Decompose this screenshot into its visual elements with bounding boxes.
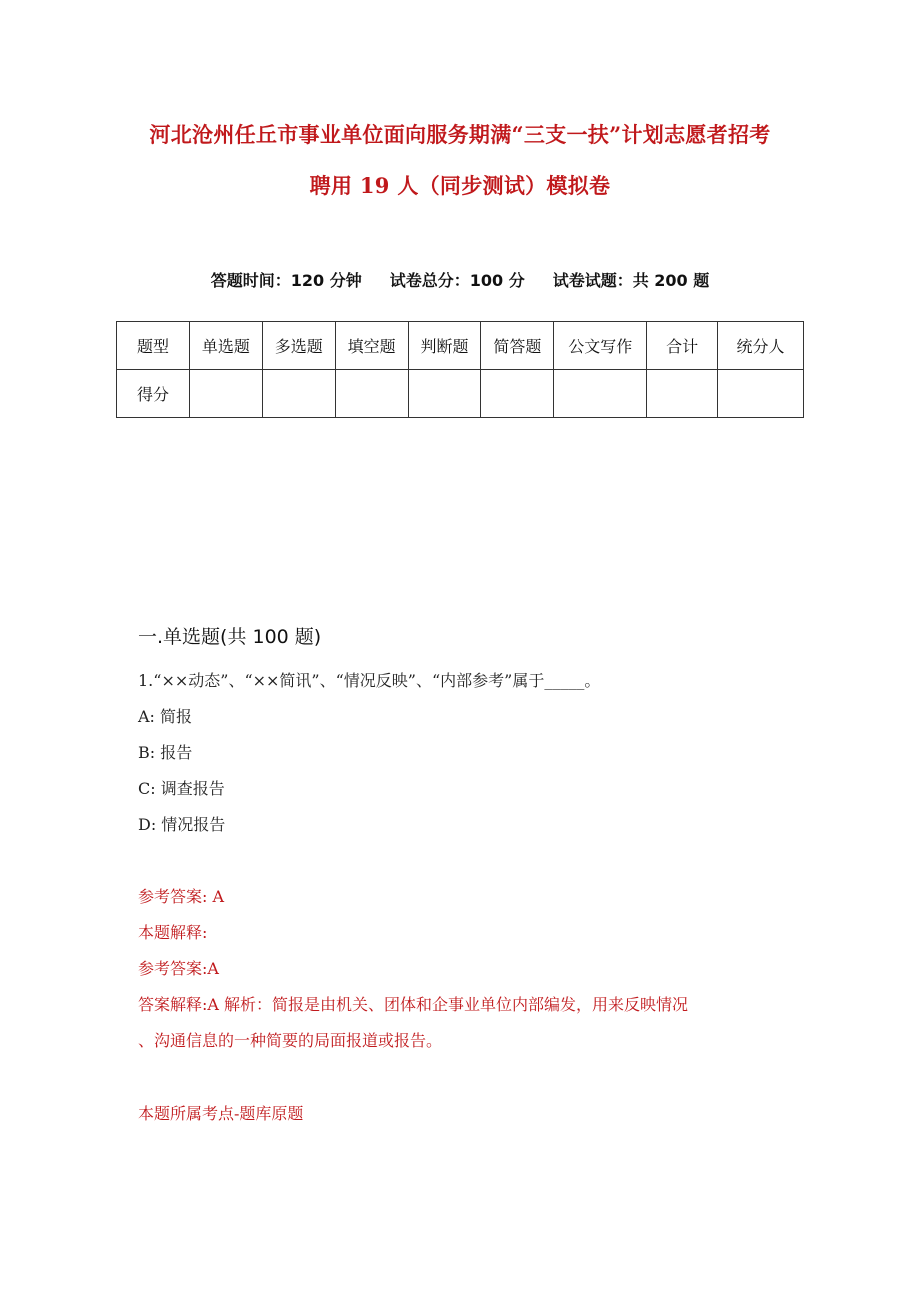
score-cell xyxy=(262,370,335,418)
answer-analysis-line-2: 、沟通信息的一种简要的局面报道或报告。 xyxy=(138,1031,443,1050)
score-cell xyxy=(335,370,408,418)
score-table-header-row xyxy=(117,322,804,370)
option-c: C: 调查报告 xyxy=(138,779,225,798)
option-a: A: 简报 xyxy=(138,707,193,726)
score-table-header-official-writing: 公文写作 xyxy=(554,322,647,370)
score-table-header-scorer: 统分人 xyxy=(718,322,804,370)
document-title-line-1: 河北沧州任丘市事业单位面向服务期满“三支一扶”计划志愿者招考 xyxy=(149,122,771,147)
score-table-header-multiple-choice: 多选题 xyxy=(262,322,335,370)
exam-info xyxy=(0,269,920,293)
score-table-header-type: 题型 xyxy=(117,322,190,370)
reference-answer: 参考答案: A xyxy=(138,887,225,906)
score-cell xyxy=(408,370,481,418)
explanation-label: 本题解释: xyxy=(138,923,208,942)
reference-answer-2: 参考答案:A xyxy=(138,959,219,978)
score-cell xyxy=(481,370,554,418)
score-table-header-single-choice: 单选题 xyxy=(189,322,262,370)
option-d: D: 情况报告 xyxy=(138,815,226,834)
score-cell xyxy=(554,370,647,418)
score-table-header-total: 合计 xyxy=(647,322,718,370)
option-b: B: 报告 xyxy=(138,743,193,762)
document-title-line-2: 聘用 19 人（同步测试）模拟卷 xyxy=(309,173,611,198)
score-cell xyxy=(189,370,262,418)
score-table-header-short-answer: 简答题 xyxy=(481,322,554,370)
section-heading: 一.单选题(共 100 题) xyxy=(138,626,322,648)
exam-time: 答题时间：120 分钟 xyxy=(210,271,362,290)
answer-analysis-line-1: 答案解释:A 解析：简报是由机关、团体和企事业单位内部编发，用来反映情况 xyxy=(138,995,689,1014)
score-table-header-true-false: 判断题 xyxy=(408,322,481,370)
score-table-score-row xyxy=(117,370,804,418)
score-table-row-label: 得分 xyxy=(117,370,190,418)
score-cell xyxy=(647,370,718,418)
question-source: 本题所属考点-题库原题 xyxy=(138,1104,304,1123)
exam-total-score: 试卷总分：100 分 xyxy=(389,271,525,290)
exam-total-questions: 试卷试题：共 200 题 xyxy=(552,271,710,290)
score-table xyxy=(116,321,804,418)
score-table-header-fill-blank: 填空题 xyxy=(335,322,408,370)
score-cell xyxy=(718,370,804,418)
question-stem: 1.“××动态”、“××简讯”、“情况反映”、“内部参考”属于_____。 xyxy=(138,671,601,690)
